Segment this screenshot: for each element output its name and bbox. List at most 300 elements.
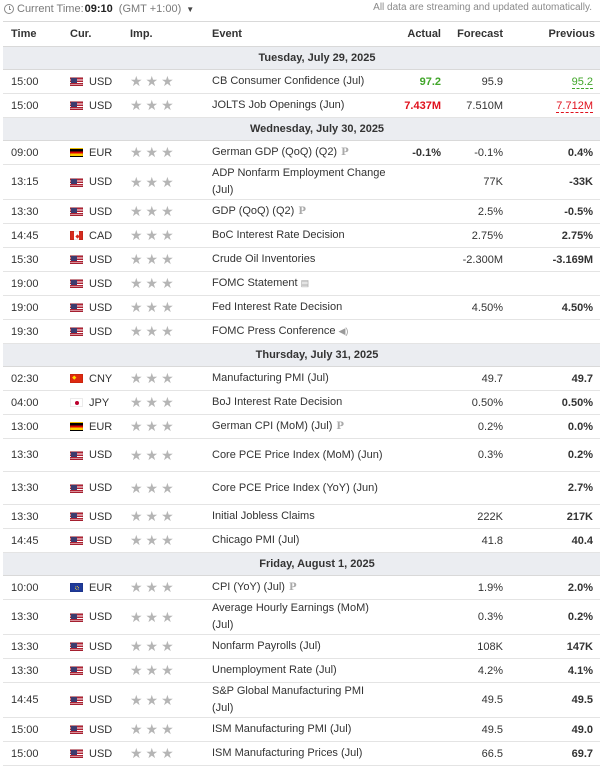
flag-usd-icon: [70, 101, 83, 110]
event-cell[interactable]: [210, 367, 388, 391]
event-cell[interactable]: [210, 635, 388, 659]
event-time: 04:00: [3, 391, 66, 415]
event-row[interactable]: [3, 718, 600, 742]
header-currency: Cur.: [66, 22, 130, 47]
flag-de-icon: [70, 148, 83, 157]
event-name[interactable]: German GDP (QoQ) (Q2): [212, 146, 338, 158]
previous-value: [505, 683, 600, 718]
event-name[interactable]: Unemployment Rate (Jul): [212, 664, 337, 676]
event-cell[interactable]: [210, 576, 388, 600]
event-cell[interactable]: [210, 718, 388, 742]
event-cell[interactable]: [210, 165, 388, 200]
event-currency-cell: [66, 635, 130, 659]
importance-stars-icon: ★★★: [130, 638, 177, 654]
event-name[interactable]: Core PCE Price Index (MoM) (Jun): [212, 448, 383, 461]
importance-cell: [130, 296, 210, 320]
forecast-value: 2.75%: [445, 224, 505, 248]
forecast-value: 77K: [445, 165, 505, 200]
actual-value: [388, 659, 445, 683]
event-cell[interactable]: [210, 391, 388, 415]
event-row[interactable]: [3, 94, 600, 118]
event-name[interactable]: CPI (YoY) (Jul): [212, 581, 285, 593]
previous-value: [505, 70, 600, 94]
event-currency-cell: [66, 576, 130, 600]
event-name[interactable]: BoC Interest Rate Decision: [212, 229, 345, 241]
previous-value: [505, 529, 600, 553]
event-name[interactable]: FOMC Press Conference: [212, 325, 336, 337]
currency-code: USD: [89, 99, 113, 112]
event-name[interactable]: Nonfarm Payrolls (Jul): [212, 640, 321, 652]
flag-usd-icon: [70, 613, 83, 622]
event-row[interactable]: [3, 165, 600, 200]
flag-eur-icon: [70, 583, 83, 592]
flag-usd-icon: [70, 207, 83, 216]
currency-code: USD: [89, 325, 113, 338]
event-currency-cell: [66, 200, 130, 224]
day-header-row: [3, 553, 600, 576]
importance-stars-icon: ★★★: [130, 227, 177, 243]
preliminary-icon: P: [341, 147, 349, 158]
importance-stars-icon: ★★★: [130, 721, 177, 737]
currency-wrap: [66, 724, 130, 736]
flag-usd-icon: [70, 536, 83, 545]
event-time: 15:00: [3, 94, 66, 118]
previous-text: 217K: [566, 510, 593, 523]
header-time: Time: [3, 22, 66, 47]
event-currency-cell: [66, 94, 130, 118]
previous-text: 4.1%: [567, 664, 593, 677]
previous-text: 0.50%: [561, 396, 593, 409]
flag-usd-icon: [70, 696, 83, 705]
event-row[interactable]: [3, 472, 600, 505]
current-time-label: Current Time:: [17, 3, 84, 15]
currency-wrap: [66, 302, 130, 314]
actual-value: [388, 94, 445, 118]
event-name[interactable]: Initial Jobless Claims: [212, 510, 315, 522]
event-time: 13:30: [3, 472, 66, 505]
flag-usd-icon: [70, 451, 83, 460]
event-row[interactable]: [3, 391, 600, 415]
flag-usd-icon: [70, 279, 83, 288]
actual-value: [388, 742, 445, 766]
currency-wrap: [66, 641, 130, 653]
event-cell[interactable]: [210, 224, 388, 248]
event-row[interactable]: [3, 529, 600, 553]
previous-value: [505, 742, 600, 766]
header-forecast: Forecast: [445, 22, 505, 47]
event-cell[interactable]: [210, 94, 388, 118]
event-name[interactable]: BoJ Interest Rate Decision: [212, 396, 343, 408]
currency-code: CNY: [89, 372, 113, 385]
forecast-value: 0.3%: [445, 600, 505, 635]
event-row[interactable]: [3, 439, 600, 472]
importance-stars-icon: ★★★: [130, 745, 177, 761]
currency-wrap: [66, 230, 130, 242]
actual-text: -0.1%: [412, 146, 441, 159]
current-time-selector[interactable]: [4, 3, 194, 15]
event-time: 19:00: [3, 296, 66, 320]
actual-value: [388, 224, 445, 248]
previous-value: [505, 200, 600, 224]
event-cell[interactable]: [210, 600, 388, 635]
actual-value: [388, 718, 445, 742]
importance-cell: [130, 272, 210, 296]
forecast-value: 4.2%: [445, 659, 505, 683]
previous-text: 4.50%: [561, 301, 593, 314]
importance-stars-icon: ★★★: [130, 446, 177, 463]
document-icon: ▤: [300, 278, 310, 288]
previous-value: [505, 272, 600, 296]
event-time: 14:45: [3, 224, 66, 248]
actual-text: 97.2: [419, 75, 441, 88]
event-time: 13:30: [3, 200, 66, 224]
currency-code: USD: [89, 723, 113, 736]
event-name[interactable]: Crude Oil Inventories: [212, 253, 316, 265]
previous-text: 0.0%: [567, 420, 593, 433]
event-row[interactable]: [3, 224, 600, 248]
importance-cell: [130, 367, 210, 391]
currency-wrap: [66, 373, 130, 385]
currency-wrap: [66, 582, 130, 594]
importance-stars-icon: ★★★: [130, 144, 177, 160]
event-row[interactable]: [3, 141, 600, 165]
event-currency-cell: [66, 742, 130, 766]
currency-wrap: [66, 694, 130, 706]
event-name[interactable]: Fed Interest Rate Decision: [212, 301, 343, 313]
event-name[interactable]: GDP (QoQ) (Q2): [212, 205, 295, 217]
importance-cell: [130, 600, 210, 635]
flag-jp-icon: [70, 398, 83, 407]
event-name[interactable]: ADP Nonfarm Employment Change (Jul): [212, 167, 386, 196]
event-cell[interactable]: [210, 415, 388, 439]
importance-stars-icon: ★★★: [130, 275, 177, 291]
currency-code: USD: [89, 482, 113, 494]
importance-stars-icon: ★★★: [130, 173, 177, 190]
currency-wrap: [66, 147, 130, 159]
importance-stars-icon: ★★★: [130, 394, 177, 410]
economic-calendar-table: [3, 21, 600, 766]
event-name[interactable]: German CPI (MoM) (Jul): [212, 420, 333, 432]
flag-usd-icon: [70, 484, 83, 493]
event-cell[interactable]: [210, 472, 388, 505]
forecast-value: 222K: [445, 505, 505, 529]
currency-code: USD: [89, 205, 113, 218]
importance-cell: [130, 200, 210, 224]
event-row[interactable]: [3, 200, 600, 224]
day-header-row: [3, 344, 600, 367]
event-time: 10:00: [3, 576, 66, 600]
importance-stars-icon: ★★★: [130, 579, 177, 595]
previous-text: 147K: [566, 640, 593, 653]
event-cell[interactable]: [210, 439, 388, 472]
currency-code: JPY: [89, 396, 110, 409]
actual-value: [388, 320, 445, 344]
importance-cell: [130, 742, 210, 766]
event-name[interactable]: Core PCE Price Index (YoY) (Jun): [212, 481, 378, 494]
event-row[interactable]: [3, 576, 600, 600]
event-cell[interactable]: [210, 320, 388, 344]
forecast-value: 49.5: [445, 683, 505, 718]
event-cell[interactable]: [210, 659, 388, 683]
event-cell[interactable]: [210, 505, 388, 529]
event-currency-cell: [66, 439, 130, 472]
previous-value: [505, 296, 600, 320]
previous-value: [505, 600, 600, 635]
importance-cell: [130, 70, 210, 94]
actual-value: [388, 248, 445, 272]
revised-previous-text[interactable]: 95.2: [571, 75, 593, 88]
previous-text: 49.5: [571, 694, 593, 706]
importance-stars-icon: ★★★: [130, 299, 177, 315]
day-header-label: Wednesday, July 30, 2025: [3, 118, 600, 141]
forecast-value: 2.5%: [445, 200, 505, 224]
currency-code: USD: [89, 449, 113, 461]
currency-code: USD: [89, 75, 113, 88]
forecast-value: [445, 472, 505, 505]
event-currency-cell: [66, 718, 130, 742]
currency-wrap: [66, 100, 130, 112]
actual-value: [388, 165, 445, 200]
currency-code: EUR: [89, 581, 113, 594]
importance-cell: [130, 659, 210, 683]
actual-value: [388, 529, 445, 553]
currency-wrap: [66, 421, 130, 433]
importance-stars-icon: ★★★: [130, 691, 177, 708]
forecast-value: 1.9%: [445, 576, 505, 600]
previous-value: [505, 635, 600, 659]
actual-value: [388, 296, 445, 320]
event-row[interactable]: [3, 742, 600, 766]
event-cell[interactable]: [210, 141, 388, 165]
currency-code: USD: [89, 611, 113, 623]
importance-cell: [130, 718, 210, 742]
header-event: Event: [210, 22, 388, 47]
currency-wrap: [66, 748, 130, 760]
previous-value: [505, 367, 600, 391]
day-header-row: [3, 118, 600, 141]
event-time: 13:30: [3, 600, 66, 635]
flag-usd-icon: [70, 327, 83, 336]
event-cell[interactable]: [210, 683, 388, 718]
actual-value: [388, 635, 445, 659]
event-time: 02:30: [3, 367, 66, 391]
event-row[interactable]: [3, 296, 600, 320]
event-currency-cell: [66, 320, 130, 344]
event-currency-cell: [66, 600, 130, 635]
importance-stars-icon: ★★★: [130, 203, 177, 219]
currency-code: EUR: [89, 146, 113, 159]
header-actual: Actual: [388, 22, 445, 47]
previous-value: [505, 94, 600, 118]
event-row[interactable]: [3, 635, 600, 659]
forecast-value: 0.3%: [445, 439, 505, 472]
currency-wrap: [66, 511, 130, 523]
previous-text: -3.169M: [552, 253, 593, 266]
event-name[interactable]: ISM Manufacturing PMI (Jul): [212, 723, 352, 735]
streaming-notice: All data are streaming and updated automatically.: [373, 2, 592, 13]
flag-usd-icon: [70, 666, 83, 675]
event-time: 13:00: [3, 415, 66, 439]
actual-value: [388, 576, 445, 600]
actual-value: [388, 272, 445, 296]
currency-code: USD: [89, 253, 113, 266]
currency-code: USD: [89, 747, 113, 760]
previous-value: [505, 165, 600, 200]
currency-wrap: [66, 535, 130, 547]
event-currency-cell: [66, 659, 130, 683]
event-name[interactable]: JOLTS Job Openings (Jun): [212, 99, 345, 111]
previous-value: [505, 320, 600, 344]
actual-value: [388, 367, 445, 391]
event-currency-cell: [66, 472, 130, 505]
event-row[interactable]: [3, 367, 600, 391]
event-cell[interactable]: [210, 248, 388, 272]
actual-value: [388, 415, 445, 439]
speaker-icon: ◀): [338, 326, 349, 336]
event-name[interactable]: ISM Manufacturing Prices (Jul): [212, 747, 363, 759]
event-time: 14:45: [3, 529, 66, 553]
importance-cell: [130, 529, 210, 553]
chevron-down-icon[interactable]: ▼: [186, 4, 195, 14]
timezone-label: (GMT +1:00): [118, 3, 182, 15]
forecast-value: 0.50%: [445, 391, 505, 415]
event-currency-cell: [66, 683, 130, 718]
currency-wrap: [66, 176, 130, 188]
event-name[interactable]: S&P Global Manufacturing PMI (Jul): [212, 685, 365, 714]
forecast-value: 4.50%: [445, 296, 505, 320]
previous-text: -33K: [569, 176, 593, 188]
event-row[interactable]: [3, 600, 600, 635]
event-currency-cell: [66, 70, 130, 94]
header-importance: Imp.: [130, 22, 210, 47]
revised-previous-text[interactable]: 7.712M: [556, 99, 593, 112]
importance-cell: [130, 415, 210, 439]
event-cell[interactable]: [210, 70, 388, 94]
importance-cell: [130, 141, 210, 165]
event-name[interactable]: FOMC Statement: [212, 277, 298, 289]
event-currency-cell: [66, 415, 130, 439]
preliminary-icon: P: [288, 582, 297, 593]
event-row[interactable]: [3, 70, 600, 94]
event-row[interactable]: [3, 683, 600, 718]
importance-stars-icon: ★★★: [130, 370, 177, 386]
event-time: 19:30: [3, 320, 66, 344]
previous-value: [505, 576, 600, 600]
currency-code: USD: [89, 664, 113, 677]
forecast-value: 95.9: [445, 70, 505, 94]
previous-value: [505, 472, 600, 505]
event-cell[interactable]: [210, 200, 388, 224]
previous-value: [505, 659, 600, 683]
forecast-value: 41.8: [445, 529, 505, 553]
current-time-value: 09:10: [84, 3, 113, 15]
day-header-row: [3, 47, 600, 70]
flag-usd-icon: [70, 512, 83, 521]
event-row[interactable]: [3, 415, 600, 439]
event-row[interactable]: [3, 505, 600, 529]
currency-wrap: [66, 76, 130, 88]
event-cell[interactable]: [210, 529, 388, 553]
event-name[interactable]: CB Consumer Confidence (Jul): [212, 75, 365, 87]
currency-wrap: [66, 397, 130, 409]
event-currency-cell: [66, 529, 130, 553]
event-time: 13:30: [3, 659, 66, 683]
flag-de-icon: [70, 422, 83, 431]
previous-text: 0.2%: [567, 449, 593, 461]
actual-value: [388, 600, 445, 635]
event-cell[interactable]: [210, 296, 388, 320]
event-name[interactable]: Average Hourly Earnings (MoM) (Jul): [212, 602, 369, 631]
forecast-value: 7.510M: [445, 94, 505, 118]
event-time: 13:30: [3, 635, 66, 659]
previous-text: 0.4%: [567, 146, 593, 159]
importance-cell: [130, 505, 210, 529]
event-name[interactable]: Chicago PMI (Jul): [212, 534, 300, 546]
currency-wrap: [66, 449, 130, 461]
currency-wrap: [66, 611, 130, 623]
importance-stars-icon: ★★★: [130, 532, 177, 548]
importance-stars-icon: ★★★: [130, 73, 177, 89]
forecast-value: 49.7: [445, 367, 505, 391]
previous-value: [505, 415, 600, 439]
actual-value: [388, 683, 445, 718]
previous-value: [505, 439, 600, 472]
event-currency-cell: [66, 248, 130, 272]
event-time: 13:15: [3, 165, 66, 200]
event-row[interactable]: [3, 248, 600, 272]
importance-cell: [130, 94, 210, 118]
clock-icon: [4, 4, 14, 14]
event-time: 09:00: [3, 141, 66, 165]
actual-text: 7.437M: [404, 99, 441, 112]
flag-usd-icon: [70, 749, 83, 758]
day-header-label: Tuesday, July 29, 2025: [3, 47, 600, 70]
forecast-value: [445, 272, 505, 296]
event-cell[interactable]: [210, 742, 388, 766]
actual-value: [388, 141, 445, 165]
importance-cell: [130, 472, 210, 505]
actual-value: [388, 391, 445, 415]
top-bar: [0, 0, 600, 20]
event-row[interactable]: [3, 659, 600, 683]
importance-stars-icon: ★★★: [130, 608, 177, 625]
event-time: 15:00: [3, 742, 66, 766]
previous-value: [505, 391, 600, 415]
importance-cell: [130, 224, 210, 248]
event-row[interactable]: [3, 320, 600, 344]
currency-code: EUR: [89, 420, 113, 433]
previous-text: 49.0: [571, 723, 593, 736]
event-time: 15:00: [3, 718, 66, 742]
importance-stars-icon: ★★★: [130, 251, 177, 267]
event-currency-cell: [66, 391, 130, 415]
currency-wrap: [66, 206, 130, 218]
event-currency-cell: [66, 296, 130, 320]
flag-ca-icon: [70, 231, 83, 240]
previous-text: 49.7: [571, 372, 593, 385]
importance-cell: [130, 165, 210, 200]
previous-text: 2.75%: [561, 229, 593, 242]
actual-value: [388, 505, 445, 529]
currency-wrap: [66, 278, 130, 290]
currency-wrap: [66, 665, 130, 677]
importance-cell: [130, 320, 210, 344]
event-row[interactable]: [3, 272, 600, 296]
previous-text: 69.7: [571, 747, 593, 760]
event-cell[interactable]: [210, 272, 388, 296]
day-header-label: Thursday, July 31, 2025: [3, 344, 600, 367]
event-name[interactable]: Manufacturing PMI (Jul): [212, 372, 329, 384]
